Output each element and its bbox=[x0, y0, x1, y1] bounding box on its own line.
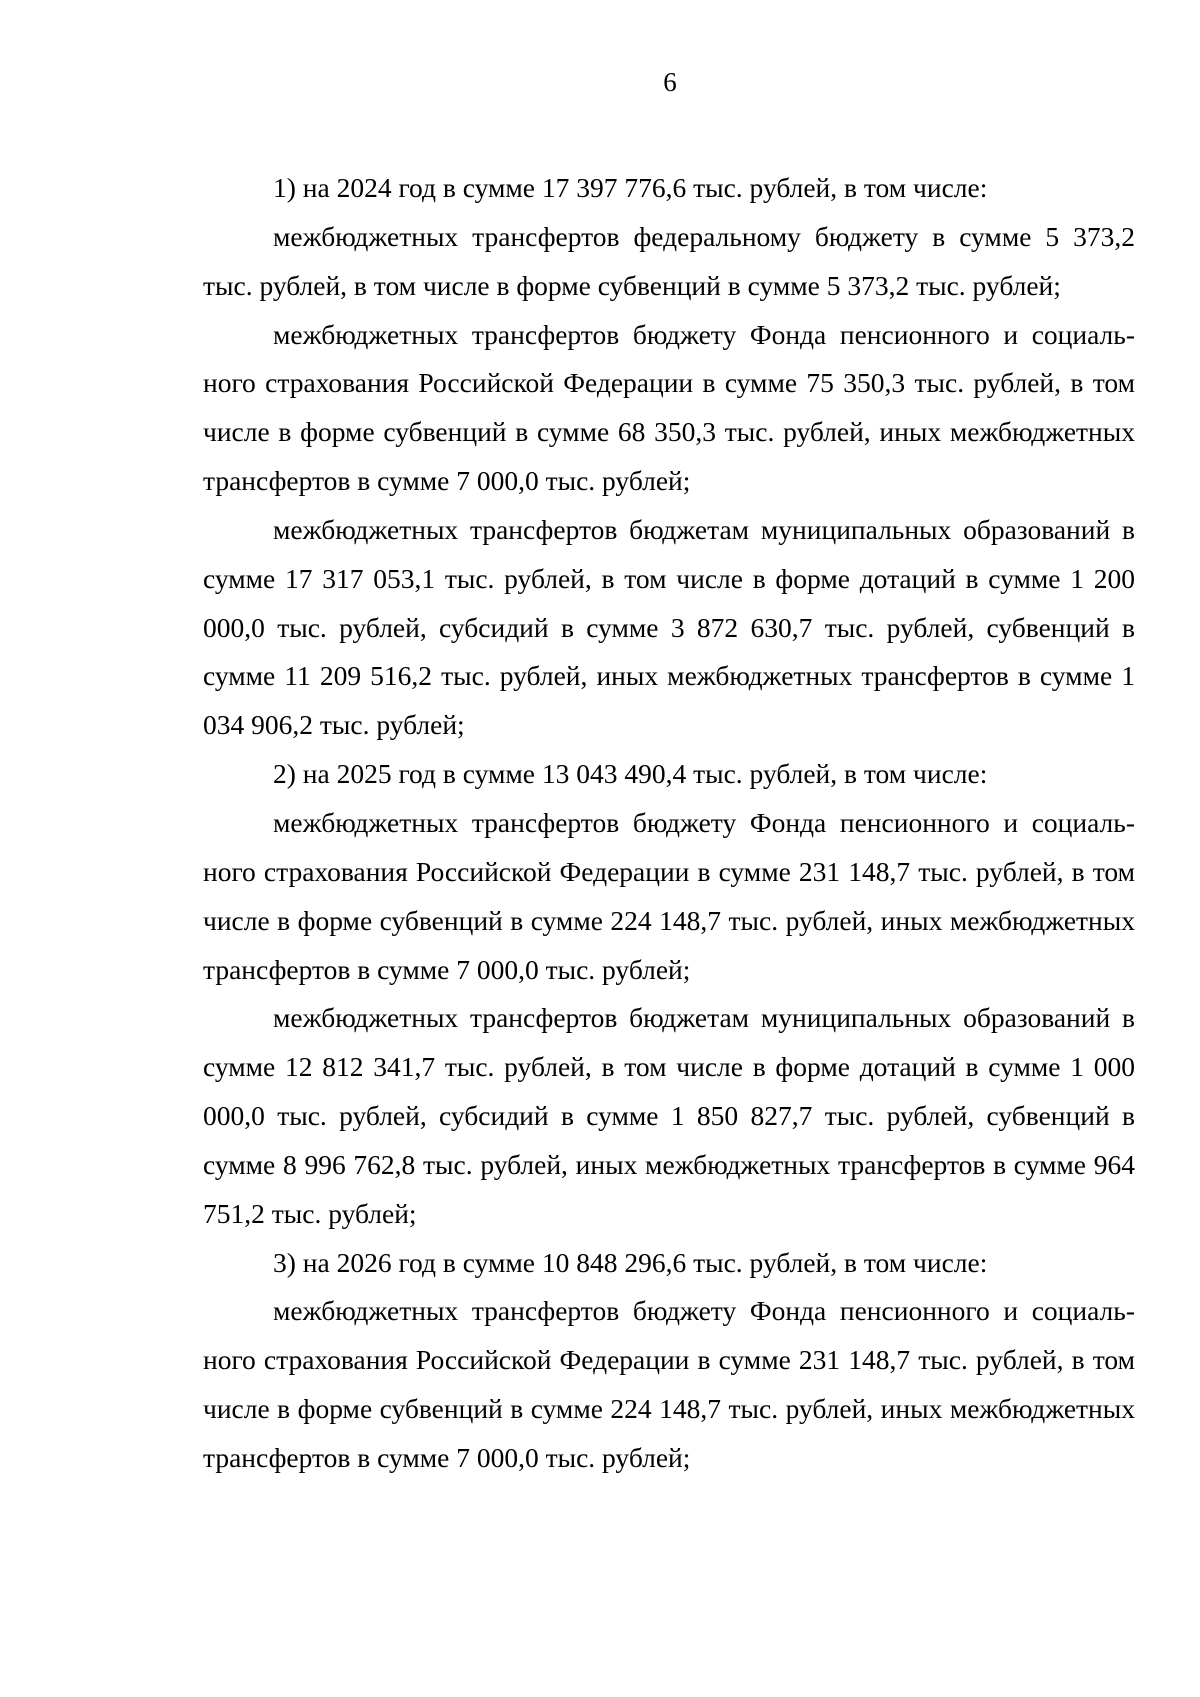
document-body bbox=[203, 164, 1135, 1483]
paragraph-2025-pension-fund: межбюджетных трансфертов бюджету Фонда пенсионного и социального страхования Российской Федерации в сумме 231 148,7 тыс. рублей, в том числе в форме субвенций в сумме 224 148,7 тыс. рублей, иных межбюджетных трансфертов в сумме 7 000,0 тыс. рублей; bbox=[203, 806, 1135, 985]
paragraph-2024-pension-fund: межбюджетных трансфертов бюджету Фонда пенсионного и социального страхования Российской Федерации в сумме 75 350,3 тыс. рублей, в том числе в форме субвенций в сумме 68 350,3 тыс. рублей, иных межбюджетных трансфертов в сумме 7 000,0 тыс. рублей; bbox=[203, 318, 1135, 497]
paragraph-2026-pension-fund: межбюджетных трансфертов бюджету Фонда пенсионного и социального страхования Российской Федерации в сумме 231 148,7 тыс. рублей, в том числе в форме субвенций в сумме 224 148,7 тыс. рублей, иных межбюджетных трансфертов в сумме 7 000,0 тыс. рублей; bbox=[203, 1295, 1135, 1473]
paragraph-2024-federal-budget: межбюджетных трансфертов федеральному бюджету в сумме 5 373,2 тыс. рублей, в том числе в форме субвенций в сумме 5 373,2 тыс. рублей; bbox=[203, 220, 1135, 301]
paragraph-2024-total: 1) на 2024 год в сумме 17 397 776,6 тыс. рублей, в том числе: bbox=[273, 172, 988, 203]
paragraph-2024-municipal: межбюджетных трансфертов бюджетам муниципальных образований в сумме 17 317 053,1 тыс. рублей, в том числе в форме дотаций в сумме 1 200 000,0 тыс. рублей, субсидий в сумме 3 872 630,7 тыс. рублей, субвенций в сумме 11 209 516,2 тыс. рублей, иных межбюджетных трансфертов в сумме 1 034 906,2 тыс. рублей; bbox=[203, 513, 1135, 741]
page-number: 6 bbox=[663, 67, 677, 97]
paragraph-2026-total: 3) на 2026 год в сумме 10 848 296,6 тыс. рублей, в том числе: bbox=[273, 1246, 988, 1278]
paragraph-2025-total: 2) на 2025 год в сумме 13 043 490,4 тыс. рублей, в том числе: bbox=[273, 758, 988, 790]
paragraph-2025-municipal: межбюджетных трансфертов бюджетам муниципальных образований в сумме 12 812 341,7 тыс. рублей, в том числе в форме дотаций в сумме 1 000 000,0 тыс. рублей, субсидий в сумме 1 850 827,7 тыс. рублей, субвенций в сумме 8 996 762,8 тыс. рублей, иных межбюджетных трансфертов в сумме 964 751,2 тыс. рублей; bbox=[203, 1002, 1135, 1229]
